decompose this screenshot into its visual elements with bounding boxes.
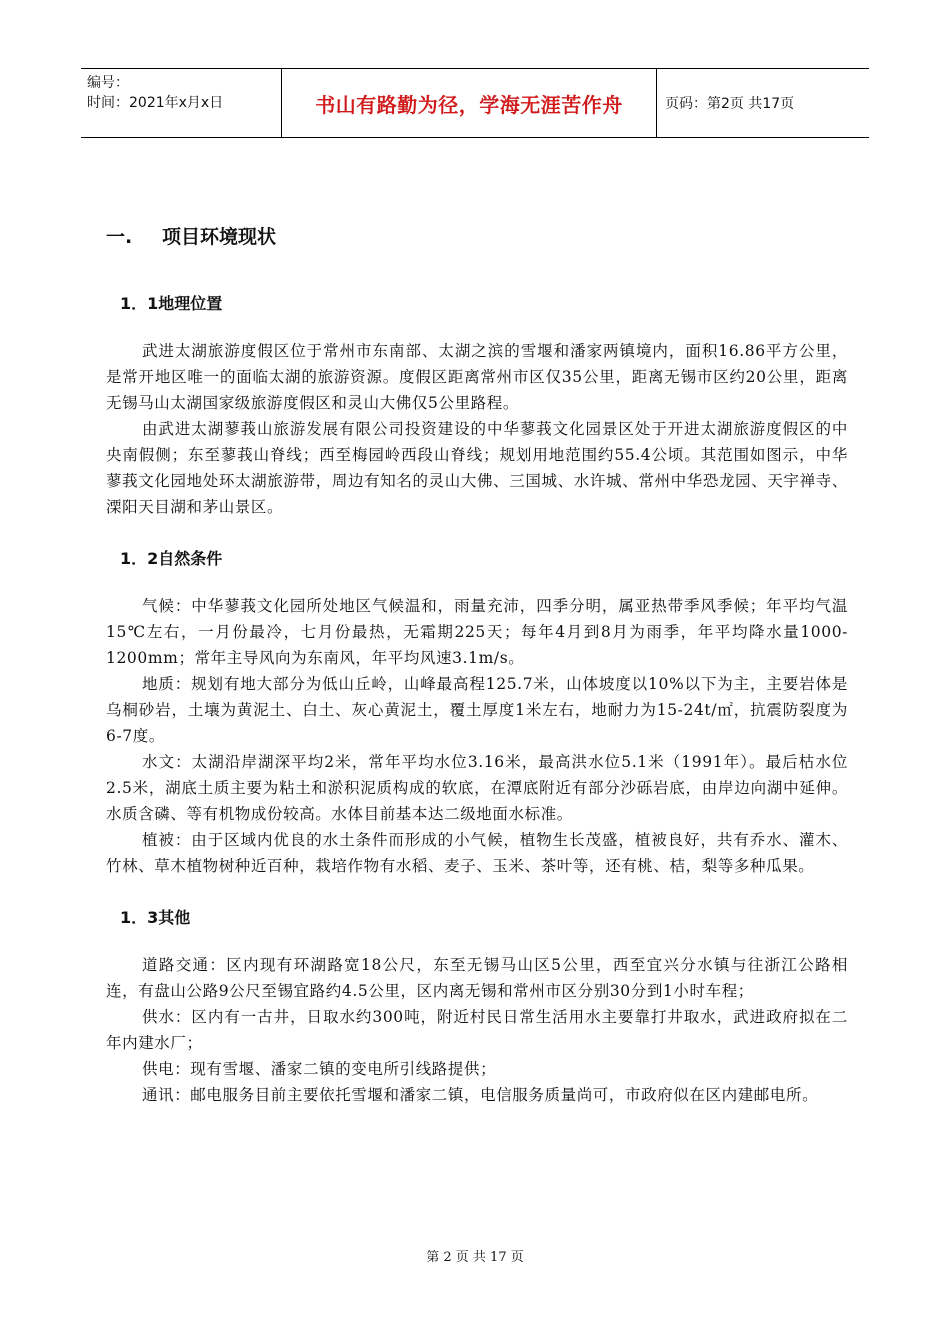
section-geography [106,291,848,520]
chapter-title-text: 项目环境现状 [162,226,277,248]
paragraph: 水文：太湖沿岸湖深平均2米，常年平均水位3.16米，最高洪水位5.1米（1991年）。最后枯水位2.5米，湖底土质主要为粘土和淤积泥质构成的软底，在潭底附近有部分沙砾岩底，由岸边向湖中延伸。水质含磷、等有机物成份较高。水体目前基本达二级地面水标准。 [106,753,848,823]
header-motto: 书山有路勤为径，学海无涯苦作舟 [282,69,657,137]
section-heading: 1．2自然条件 [120,549,223,568]
document-time-label: 时间：2021年x月x日 [87,95,224,111]
paragraph: 植被：由于区域内优良的水土条件而形成的小气候，植物生长茂盛，植被良好，共有乔水、灌木、竹林、草木植物树种近百种，栽培作物有水稻、麦子、玉米、茶叶等，还有桃、桔，梨等多种瓜果。 [106,831,848,875]
page-footer: 第 2 页 共 17 页 [426,1250,524,1265]
section-natural-conditions [106,546,848,879]
document-number-label: 编号： [87,75,129,91]
chapter-title [106,222,848,249]
header-page-info: 页码：第2页 共17页 [665,96,795,112]
chapter-number: 一. [106,226,133,248]
paragraph: 通讯：邮电服务目前主要依托雪堰和潘家二镇，电信服务质量尚可，市政府似在区内建邮电所。 [142,1086,819,1104]
section-heading: 1．3其他 [120,908,191,927]
paragraph: 武进太湖旅游度假区位于常州市东南部、太湖之滨的雪堰和潘家两镇境内，面积16.86平方公里，是常开地区唯一的面临太湖的旅游资源。度假区距离常州市区仅35公里，距离无锡市区约20公里，距离无锡马山太湖国家级旅游度假区和灵山大佛仅5公里路程。 [106,342,848,412]
paragraph: 供水：区内有一古井，日取水约300吨，附近村民日常生活用水主要靠打井取水，武进政府拟在二年内建水厂； [106,1008,848,1052]
paragraph: 供电：现有雪堰、潘家二镇的变电所引线路提供； [142,1060,497,1078]
paragraph: 道路交通：区内现有环湖路宽18公尺，东至无锡马山区5公里，西至宜兴分水镇与往浙江公路相连，有盘山公路9公尺至锡宜路约4.5公里，区内离无锡和常州市区分别30分到1小时车程； [106,956,848,1000]
page-header [81,68,869,138]
paragraph: 气候：中华蓼莪文化园所处地区气候温和，雨量充沛，四季分明，属亚热带季风季候；年平均气温15℃左右，一月份最冷，七月份最热，无霜期225天；每年4月到8月为雨季，年平均降水量1000-1200mm；常年主导风向为东南风，年平均风速3.1m/s。 [106,597,848,667]
section-other [106,905,848,1108]
section-heading: 1．1地理位置 [120,294,223,313]
header-meta [81,69,282,137]
paragraph: 地质：规划有地大部分为低山丘岭，山峰最高程125.7米，山体坡度以10%以下为主，主要岩体是乌桐砂岩，土壤为黄泥土、白土、灰心黄泥土，覆土厚度1米左右，地耐力为15-24t/㎡，抗震防裂度为6-7度。 [106,675,848,745]
paragraph: 由武进太湖蓼莪山旅游发展有限公司投资建设的中华蓼莪文化园景区处于开进太湖旅游度假区的中央南假侧；东至蓼莪山脊线；西至梅园岭西段山脊线；规划用地范围约55.4公顷。其范围如图示，中华蓼莪文化园地处环太湖旅游带，周边有知名的灵山大佛、三国城、水许城、常州中华恐龙园、天宇禅寺、溧阳天目湖和茅山景区。 [106,420,848,516]
document-body [106,222,848,1134]
